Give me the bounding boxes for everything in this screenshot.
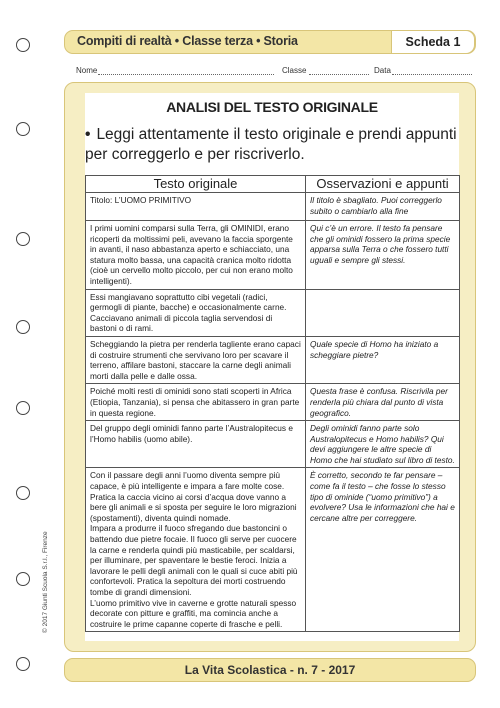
testo-cell: Con il passare degli anni l’uomo diventa sempre più capace, è più intelligente e impara a fare molte cose. Pratica la caccia vicino ai corsi d’acqua dove vanno a bere gli animali e si sposta per seguire le loro migrazioni (spostamenti), diventa quindi nomade. Impara a produrre il fuoco sfregando due bastoncini o battendo due pietre focaie. Il fuoco gli serve per cuocere la carne e renderla quindi più masticabile, per scaldarsi, per illuminare, per spaventare le bestie feroci. Inizia a lavorare le pelli degli animali con le quali si cuce abiti più confortevoli. Pratica la sepoltura dei morti costruendo tombe di grandi dimensioni. L’uomo primitivo vive in caverne e grotte naturali spesso decorate con pitture e graffiti, ma comincia anche a costruire le prime capanne coperte di frasche e pelli.	[86, 468, 306, 632]
nome-field[interactable]	[98, 74, 274, 75]
classe-label: Classe	[282, 66, 307, 75]
testo-cell: Poiché molti resti di ominidi sono stati scoperti in Africa (Etiopia, Tanzania), si pensa che abitassero in gran parte in questa regione.	[86, 384, 306, 421]
binder-hole-6	[16, 486, 30, 500]
table-row	[86, 336, 460, 383]
table-row	[86, 468, 460, 632]
data-field[interactable]	[392, 74, 472, 75]
instruction-text	[85, 125, 457, 165]
instruction-body: Leggi attentamente il testo originale e prendi appunti per correggerlo e per riscriverlo.	[85, 126, 457, 163]
footer-bar: La Vita Scolastica - n. 7 - 2017	[64, 658, 476, 682]
binder-hole-3	[16, 232, 30, 246]
binder-hole-4	[16, 320, 30, 334]
table-row	[86, 193, 460, 221]
col-header-testo: Testo originale	[86, 176, 306, 193]
table-row	[86, 384, 460, 421]
binder-hole-1	[16, 38, 30, 52]
note-cell[interactable]: Degli ominidi fanno parte solo Australopitecus e Homo habilis? Qui devi aggiungere le altre specie di Homo che hai studiato sul libro di testo.	[306, 421, 460, 468]
testo-cell: Del gruppo degli ominidi fanno parte l’Australopitecus e l’Homo habilis (uomo abile).	[86, 421, 306, 468]
header-bar	[64, 30, 476, 54]
note-cell[interactable]: Questa frase è confusa. Riscrivila per renderla più chiara dal punto di vista geografico.	[306, 384, 460, 421]
binder-hole-8	[16, 657, 30, 671]
table-row	[86, 289, 460, 336]
binder-hole-2	[16, 122, 30, 136]
note-cell[interactable]: È corretto, secondo te far pensare – come fa il testo – che fosse lo stesso tipo di ominide (“uomo primitivo”) a evolvere? Usa le informazioni che hai e cercane altre per correggere.	[306, 468, 460, 632]
bullet-icon: •	[85, 126, 91, 143]
worksheet-content	[85, 93, 459, 641]
table-row	[86, 221, 460, 290]
copyright-text: © 2017 Giunti Scuola S.r.l., Firenze	[42, 531, 49, 633]
nome-label: Nome	[76, 66, 98, 75]
testo-cell: I primi uomini comparsi sulla Terra, gli OMINIDI, erano ricoperti da moltissimi peli, avevano la faccia sporgente in avanti, il naso abbastanza aperto e schiacciato, una statura molto bassa, una capacità cranica molto ridotta (cioè un cervello molto piccolo, per cui non erano molto intelligenti).	[86, 221, 306, 290]
scheda-label: Scheda 1	[391, 30, 475, 54]
testo-cell: Titolo: L’UOMO PRIMITIVO	[86, 193, 306, 221]
analysis-table	[85, 175, 460, 632]
testo-cell: Essi mangiavano soprattutto cibi vegetali (radici, germogli di piante, bacche) e occasionalmente carne. Cacciavano animali di piccola taglia servendosi di bastoni o di rami.	[86, 289, 306, 336]
header-title: Compiti di realtà • Classe terza • Storia	[77, 34, 298, 48]
note-cell[interactable]: Quale specie di Homo ha iniziato a scheggiare pietre?	[306, 336, 460, 383]
table-header-row	[86, 176, 460, 193]
binder-hole-5	[16, 401, 30, 415]
note-cell[interactable]	[306, 289, 460, 336]
note-cell[interactable]: Il titolo è sbagliato. Puoi correggerlo subito o cambiarlo alla fine	[306, 193, 460, 221]
worksheet-card	[64, 82, 476, 652]
binder-hole-7	[16, 572, 30, 586]
col-header-osservazioni: Osservazioni e appunti	[306, 176, 460, 193]
data-label: Data	[374, 66, 391, 75]
document-title: ANALISI DEL TESTO ORIGINALE	[166, 99, 378, 115]
testo-cell: Scheggiando la pietra per renderla tagliente erano capaci di costruire strumenti che servivano loro per scavare il terreno, affilare bastoni, staccare la carne degli animali morti dalla pelle e dalle ossa.	[86, 336, 306, 383]
classe-field[interactable]	[309, 74, 369, 75]
table-row	[86, 421, 460, 468]
note-cell[interactable]: Qui c’è un errore. Il testo fa pensare che gli ominidi fossero la prima specie apparsa sulla Terra o che fossero tutti uguali e sempre gli stessi.	[306, 221, 460, 290]
